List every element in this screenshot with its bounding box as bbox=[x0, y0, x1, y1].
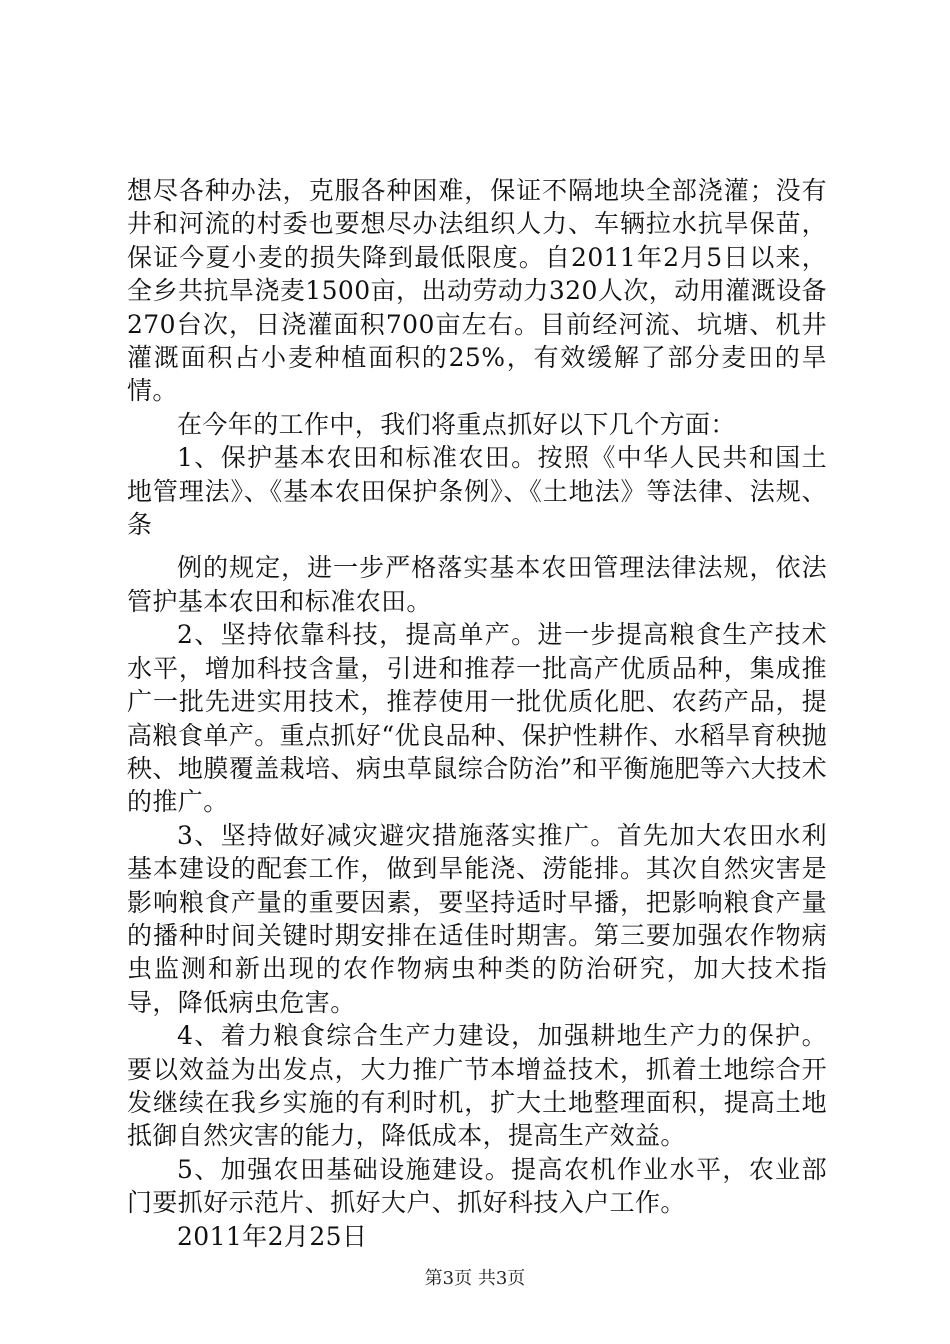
paragraph-item-5: 5、加强农田基础设施建设。提高农机作业水平，农业部门要抓好示范片、抓好大户、抓好科技入户工作。 bbox=[127, 1154, 827, 1218]
paragraph-item-4: 4、着力粮食综合生产力建设，加强耕地生产力的保护。要以效益为出发点，大力推广节本增益技术，抓着土地综合开发继续在我乡实施的有利时机，扩大土地整理面积，提高土地抵御自然灾害的能力，降低成本，提高生产效益。 bbox=[127, 1021, 827, 1151]
document-body bbox=[127, 174, 827, 1253]
paragraph-item-3: 3、坚持做好减灾避灾措施落实推广。首先加大农田水利基本建设的配套工作，做到旱能浇、涝能排。其次自然灾害是影响粮食产量的重要因素，要坚持适时早播，把影响粮食产量的播种时间关键时期安排在适佳时期害。第三要加强农作物病虫监测和新出现的农作物病虫种类的防治研究，加大技术指导，降低病虫危害。 bbox=[127, 820, 827, 1017]
document-date: 2011年2月25日 bbox=[177, 1221, 368, 1251]
paragraph-drought-relief: 想尽各种办法，克服各种困难，保证不隔地块全部浇灌；没有井和河流的村委也要想尽办法组织人力、车辆拉水抗旱保苗，保证今夏小麦的损失降到最低限度。自2011年2月5日以来，全乡共抗旱浇麦1500亩，出动劳动力320人次，动用灌溉设备270台次，日浇灌面积700亩左右。目前经河流、坑塘、机井灌溉面积占小麦种植面积的25%，有效缓解了部分麦田的旱情。 bbox=[127, 176, 827, 406]
paragraph-item-1: 1、保护基本农田和标准农田。按照《中华人民共和国土地管理法》、《基本农田保护条例》、《土地法》等法律、法规、条 bbox=[127, 443, 827, 540]
paragraph-item-2: 2、坚持依靠科技，提高单产。进一步提高粮食生产技术水平，增加科技含量，引进和推荐一批高产优质品种，集成推广一批先进实用技术，推荐使用一批优质化肥、农药产品，提高粮食单产。重点抓好“优良品种、保护性耕作、水稻旱育秧抛秧、地膜覆盖栽培、病虫草鼠综合防治”和平衡施肥等六大技术的推广。 bbox=[127, 620, 827, 817]
paragraph-work-focus-intro: 在今年的工作中，我们将重点抓好以下几个方面： bbox=[177, 409, 736, 439]
page-number-footer: 第3页 共3页 bbox=[424, 1268, 526, 1289]
paragraph-item-1-continued: 例的规定，进一步严格落实基本农田管理法律法规，依法管护基本农田和标准农田。 bbox=[127, 553, 827, 616]
